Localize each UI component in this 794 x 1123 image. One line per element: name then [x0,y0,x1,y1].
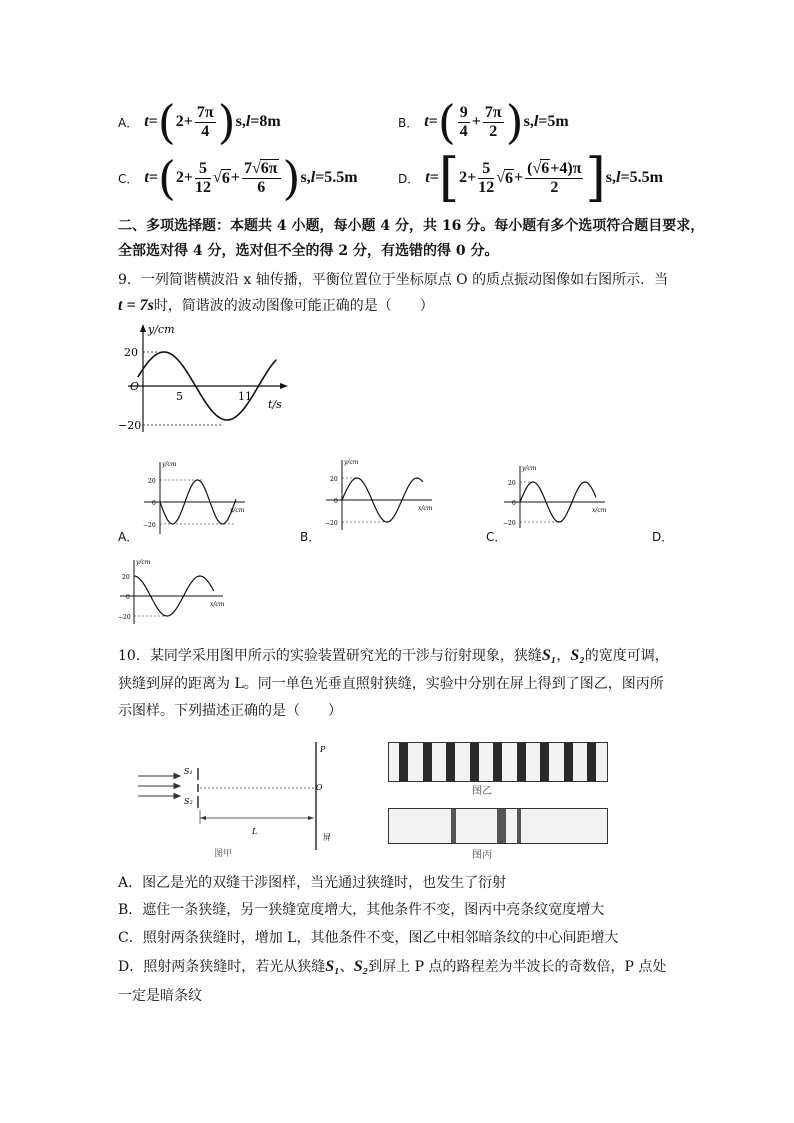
fig-yi-caption: 图乙 [472,786,492,797]
q9-option-c-graph [500,462,610,532]
option-label: D． [398,171,420,186]
constant-term: 2+ [459,169,477,186]
q8-option-d[interactable] [398,148,663,208]
var-l: l [533,113,539,130]
svg-text:−20: −20 [325,520,338,527]
section-heading-line2: 全部选对得 4 分，选对但不全的得 2 分，有选错的得 0 分。 [118,243,499,259]
sqrt-sign: √ [213,169,222,186]
equals-sign: = [428,113,438,130]
plus-sign: + [514,169,524,186]
fringe-dark [517,809,521,843]
fringe-dark [517,743,526,781]
unit-s: s, [605,169,617,186]
svg-text:图甲: 图甲 [214,849,233,859]
fraction: $\frac{7\pi}{4}$ [196,103,214,140]
svg-text:S₁: S₁ [184,767,193,776]
option-label: C． [118,171,139,186]
equals-sign: = [429,169,439,186]
svg-text:−20: −20 [503,520,516,527]
close-bracket: ] [585,148,606,208]
q8-option-c[interactable] [118,148,358,208]
q9-option-a-graph [140,456,250,538]
plus-sign: + [471,113,481,130]
unit-s: s, [235,113,246,130]
close-paren: ) [505,95,524,149]
equals-sign: = [148,169,158,186]
fraction: $\frac{(√6+4)\pi}{2}$ [527,160,582,196]
svg-text:20: 20 [122,574,130,581]
tick-neg20: −20 [118,419,142,432]
fig-bing-caption: 图丙 [472,850,492,861]
constant-term: 2+ [175,169,194,186]
y-axis-arrow [140,324,146,332]
q10-figure-bing [388,808,608,844]
option-label: B． [398,115,419,130]
svg-text:y/cm: y/cm [344,459,359,466]
fraction: $\frac{7\pi}{2}$ [484,103,502,140]
equals-sign: = [250,113,260,130]
q10-option-c[interactable]: C．照射两条狭缝时，增加 L，其他条件不变，图乙中相邻暗条纹的中心间距增大 [118,930,619,946]
origin-label: O [130,380,140,393]
time-value: t = 7s [118,297,154,314]
q10-option-b[interactable]: B．遮住一条狭缝，另一狭缝宽度增大，其他条件不变，图丙中亮条纹宽度增大 [118,902,605,918]
q10-figure-jia [130,738,360,860]
equals-sign: = [315,169,325,186]
q9-stem-line2 [118,296,434,316]
q9-option-b-label[interactable]: B． [300,530,321,544]
l-value: 5.5m [629,169,663,186]
fringe-dark [497,809,506,843]
q10-option-d[interactable]: D．照射两条狭缝时，若光从狭缝S₁、S₂到屏上 P 点的路程差为半波长的奇数倍，P 点处 [118,958,667,975]
fringe-dark [423,743,432,781]
var-l: l [245,113,251,130]
svg-text:0: 0 [512,500,516,507]
svg-text:−20: −20 [143,522,156,529]
unit-s: s, [300,169,311,186]
l-value: 5.5m [324,169,358,186]
close-paren: ) [217,95,236,149]
tick-5: 5 [176,390,183,403]
fraction: $\frac{7√6\pi}{6}$ [242,159,281,197]
q9-stem-line1: 9．一列简谐横波沿 x 轴传播，平衡位置位于坐标原点 O 的质点振动图像如右图所示．当 [118,272,669,288]
q10-stem-line3: 示图样。下列描述正确的是（ ） [118,703,342,719]
plus-sign: + [230,169,240,186]
equals-sign: = [620,169,630,186]
slit-s1: S₁ [541,647,557,664]
svg-text:x/cm: x/cm [210,601,225,608]
svg-text:0: 0 [334,498,338,505]
x-axis-arrow [280,383,288,389]
fringe-dark [470,743,479,781]
svg-text:L: L [252,827,258,836]
fringe-dark [493,743,502,781]
slit-s2: S₂ [570,647,585,664]
fringe-dark [399,743,408,781]
q9-option-d-graph [118,556,228,628]
y-label: y/cm [148,323,175,336]
radicand: 6 [505,169,514,187]
l-value: 8m [259,113,281,130]
option-label: A． [118,115,139,130]
open-bracket: [ [438,148,460,208]
svg-text:x/cm: x/cm [592,507,607,514]
svg-text:0: 0 [126,594,130,601]
equals-sign: = [148,113,158,130]
open-paren: ( [437,95,456,149]
tick-11: 11 [238,390,252,403]
fraction: $\frac{9}{4}$ [459,103,468,140]
close-paren: ) [282,151,301,205]
q10-stem-line1: 10．某同学采用图甲所示的实验装置研究光的干涉与衍射现象，狭缝S₁，S₂的宽度可调， [118,647,669,664]
q9-stem-rest: 时，简谐波的波动图像可能正确的是（ ） [153,298,434,314]
svg-text:O: O [316,783,323,792]
var-l: l [310,169,316,186]
q10-option-a[interactable]: A．图乙是光的双缝干涉图样，当光通过狭缝时，也发生了衍射 [118,875,507,891]
fringe-dark [540,743,549,781]
q9-option-a-label[interactable]: A． [118,530,139,544]
constant-term: 2+ [175,113,193,130]
open-paren: ( [157,151,176,205]
radicand: 6 [221,169,230,187]
svg-text:−20: −20 [118,614,131,621]
fraction: $\frac{5}{12}$ [478,159,495,196]
svg-text:S₂: S₂ [184,797,193,806]
open-paren: ( [157,95,176,149]
x-label: t/s [268,398,282,411]
fringe-dark [451,809,456,843]
q9-option-d-label[interactable]: D． [652,530,674,544]
q8-option-a[interactable] [118,92,281,152]
svg-text:P: P [320,745,326,754]
var-t: t [144,169,149,186]
fraction: $\frac{5}{12}$ [195,159,212,196]
svg-text:y/cm: y/cm [136,559,151,566]
var-t: t [144,113,149,130]
equals-sign: = [538,113,548,130]
l-value: 5m [547,113,569,130]
var-t: t [425,169,430,186]
fringe-dark [446,743,455,781]
q10-option-d-line2: 一定是暗条纹 [118,988,202,1004]
svg-text:x/cm: x/cm [230,507,245,514]
q10-stem-line2: 狭缝到屏的距离为 L。同一单色光垂直照射狭缝，实验中分别在屏上得到了图乙，图丙所 [118,676,664,692]
sqrt-sign: √ [496,169,506,186]
var-l: l [616,169,621,186]
svg-text:y/cm: y/cm [162,461,177,468]
var-t: t [424,113,429,130]
q8-option-b[interactable] [398,92,569,152]
fringe-dark [564,743,573,781]
svg-text:0: 0 [152,500,156,507]
svg-text:20: 20 [330,476,338,483]
svg-text:x/cm: x/cm [418,505,433,512]
q10-figure-yi [388,742,608,782]
section-heading-line1: 二、多项选择题：本题共 4 小题，每小题 4 分，共 16 分。每小题有多个选项符合题目要求， [118,218,705,234]
svg-text:y/cm: y/cm [522,465,537,472]
svg-text:屏: 屏 [323,833,331,842]
svg-text:20: 20 [508,480,516,487]
q9-option-b-graph [322,454,437,534]
tick-20: 20 [124,346,138,359]
svg-text:20: 20 [148,478,156,485]
q9-vibration-graph [118,320,298,440]
fringe-dark [587,743,596,781]
unit-s: s, [523,113,534,130]
q9-option-c-label[interactable]: C． [486,530,507,544]
